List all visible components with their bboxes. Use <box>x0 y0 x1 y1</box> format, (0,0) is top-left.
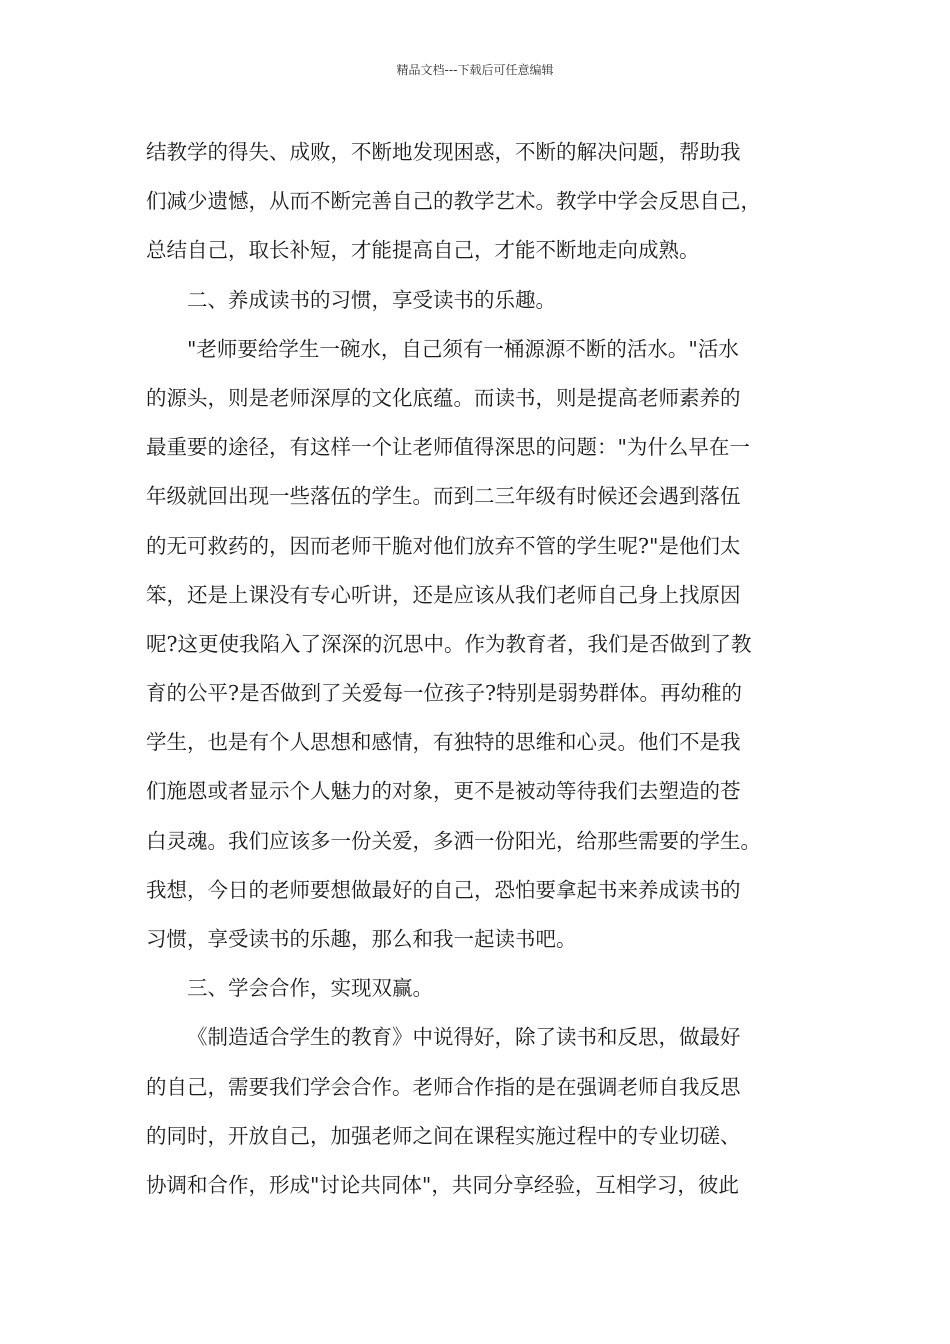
document-body <box>146 128 810 1210</box>
text-line: 习惯，享受读书的乐趣，那么和我一起读书吧。 <box>146 927 577 951</box>
section-heading: 二、养成读书的习惯，享受读书的乐趣。 <box>187 287 556 312</box>
text-line: 白灵魂。我们应该多一份关爱，多洒一份阳光，给那些需要的学生。 <box>146 828 761 853</box>
text-line: 总结自己，取长补短，才能提高自己，才能不断地走向成熟。 <box>146 238 700 263</box>
text-line: 最重要的途径，有这样一个让老师值得深思的问题："为什么早在一 <box>146 435 750 460</box>
text-line: 的无可救药的，因而老师干脆对他们放弃不管的学生呢?"是他们太 <box>146 533 741 558</box>
text-line: "老师要给学生一碗水，自己须有一桶源源不断的活水。"活水 <box>187 336 739 361</box>
text-line: 育的公平?是否做到了关爱每一位孩子?特别是弱势群体。再幼稚的 <box>146 681 742 706</box>
text-line: 的自己，需要我们学会合作。老师合作指的是在强调老师自我反思 <box>146 1074 741 1099</box>
text-line: 协调和合作，形成"讨论共同体"，共同分享经验，互相学习，彼此 <box>146 1172 739 1197</box>
page-header: 精品文档---下载后可任意编辑 <box>396 63 554 77</box>
text-line: 年级就回出现一些落伍的学生。而到二三年级有时候还会遇到落伍 <box>146 484 741 509</box>
text-line: 呢?这更使我陷入了深深的沉思中。作为教育者，我们是否做到了教 <box>146 631 752 656</box>
section-heading: 三、学会合作，实现双赢。 <box>187 976 433 1001</box>
text-line: 的同时，开放自己，加强老师之间在课程实施过程中的专业切磋、 <box>146 1123 741 1148</box>
text-line: 结教学的得失、成败，不断地发现困惑，不断的解决问题，帮助我 <box>146 140 741 164</box>
text-line: 们施恩或者显示个人魅力的对象，更不是被动等待我们去塑造的苍 <box>146 779 741 804</box>
text-line: 学生，也是有个人思想和感情，有独特的思维和心灵。他们不是我 <box>146 730 741 755</box>
text-line: 们减少遗憾，从而不断完善自己的教学艺术。教学中学会反思自己， <box>146 189 761 214</box>
text-line: 我想，今日的老师要想做最好的自己，恐怕要拿起书来养成读书的 <box>146 877 741 902</box>
text-line: 的源头，则是老师深厚的文化底蕴。而读书，则是提高老师素养的 <box>146 385 741 410</box>
text-line: 笨，还是上课没有专心听讲，还是应该从我们老师自己身上找原因 <box>146 582 741 607</box>
text-line: 《制造适合学生的教育》中说得好，除了读书和反思，做最好 <box>187 1025 741 1050</box>
